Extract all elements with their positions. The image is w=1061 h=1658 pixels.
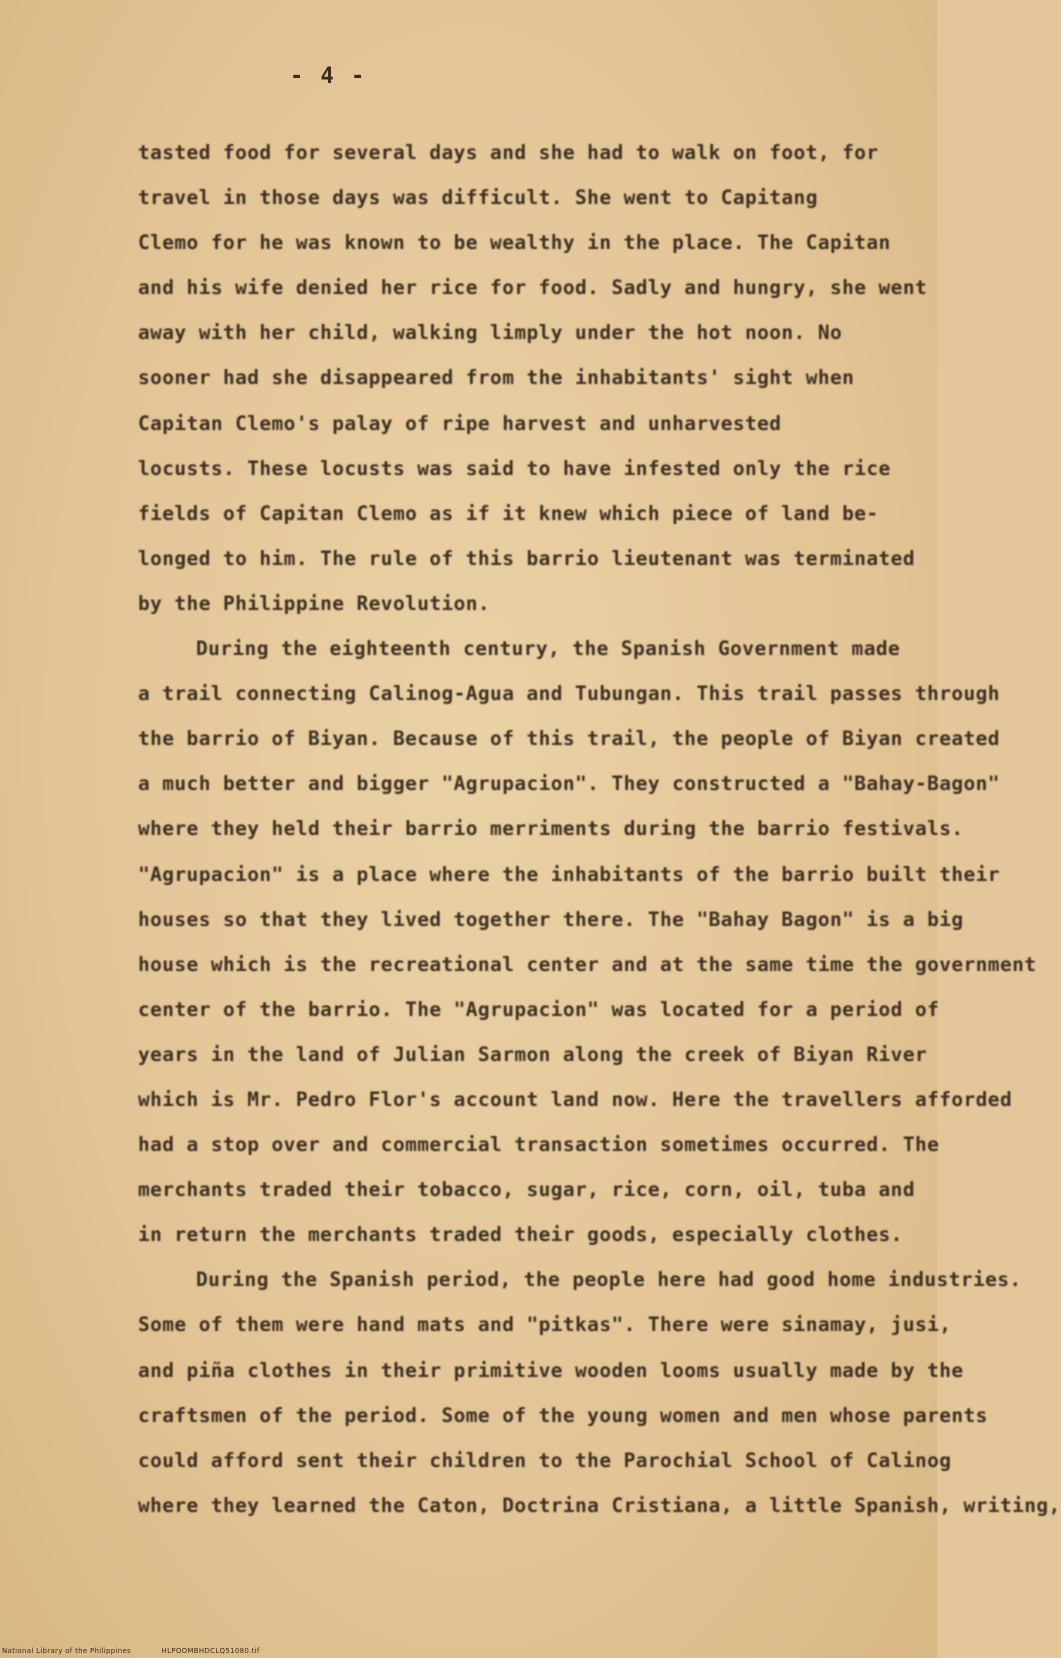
scan-footer [2, 1647, 260, 1655]
text-line: and piña clothes in their primitive wooden looms usually made by the [138, 1358, 964, 1382]
text-line: center of the barrio. The "Agrupacion" was located for a period of [138, 997, 940, 1021]
text-line: Some of them were hand mats and "pitkas". There were sinamay, jusi, [138, 1313, 952, 1337]
text-line: longed to him. The rule of this barrio lieutenant was terminated [138, 546, 915, 570]
text-line: travel in those days was difficult. She went to Capitang [138, 186, 818, 210]
paragraph-start-line: During the Spanish period, the people here had good home industries. [196, 1268, 1022, 1292]
page-number: - 4 - [290, 64, 367, 89]
text-line: had a stop over and commercial transaction sometimes occurred. The [138, 1133, 940, 1157]
text-line: tasted food for several days and she had to walk on foot, for [138, 141, 879, 164]
typed-body-text [138, 130, 1061, 1528]
text-line: by the Philippine Revolution. [138, 591, 491, 615]
text-line: "Agrupacion" is a place where the inhabitants of the barrio built their [138, 862, 1000, 886]
text-line: years in the land of Julian Sarmon along the creek of Biyan River [138, 1042, 928, 1066]
text-line: a much better and bigger "Agrupacion". They constructed a "Bahay-Bagon" [138, 772, 1000, 796]
text-line: sooner had she disappeared from the inhabitants' sight when [138, 366, 855, 390]
text-line: away with her child, walking limply under the hot noon. No [138, 321, 843, 345]
text-line: houses so that they lived together there. The "Bahay Bagon" is a big [138, 907, 964, 931]
text-line: Clemo for he was known to be wealthy in the place. The Capitan [138, 231, 891, 255]
text-line: fields of Capitan Clemo as if it knew which piece of land be- [138, 501, 879, 525]
text-line: craftsmen of the period. Some of the young women and men whose parents [138, 1403, 988, 1427]
text-line: which is Mr. Pedro Flor's account land now. Here the travellers afforded [138, 1087, 1013, 1111]
text-line: a trail connecting Calinog-Agua and Tubungan. This trail passes through [138, 682, 1000, 706]
text-line: the barrio of Biyan. Because of this trail, the people of Biyan created [138, 727, 1000, 751]
text-line: could afford sent their children to the Parochial School of Calinog [138, 1448, 952, 1472]
text-line: and his wife denied her rice for food. Sadly and hungry, she went [138, 276, 928, 300]
text-line: house which is the recreational center and at the same time the government [138, 952, 1037, 976]
paragraph-start-line: During the eighteenth century, the Spanish Government made [196, 637, 901, 661]
text-line: in return the merchants traded their goods, especially clothes. [138, 1223, 903, 1247]
file-identifier: HLPOOMBHDCLQ51080.tif [161, 1647, 260, 1655]
text-line: locusts. These locusts was said to have infested only the rice [138, 456, 891, 480]
library-credit: National Library of the Philippines [2, 1647, 131, 1655]
text-line: merchants traded their tobacco, sugar, rice, corn, oil, tuba and [138, 1178, 915, 1202]
text-line: Capitan Clemo's palay of ripe harvest and unharvested [138, 411, 782, 435]
text-line: where they held their barrio merriments during the barrio festivals. [138, 817, 964, 841]
text-line: where they learned the Caton, Doctrina Cristiana, a little Spanish, writing, [138, 1493, 1061, 1517]
